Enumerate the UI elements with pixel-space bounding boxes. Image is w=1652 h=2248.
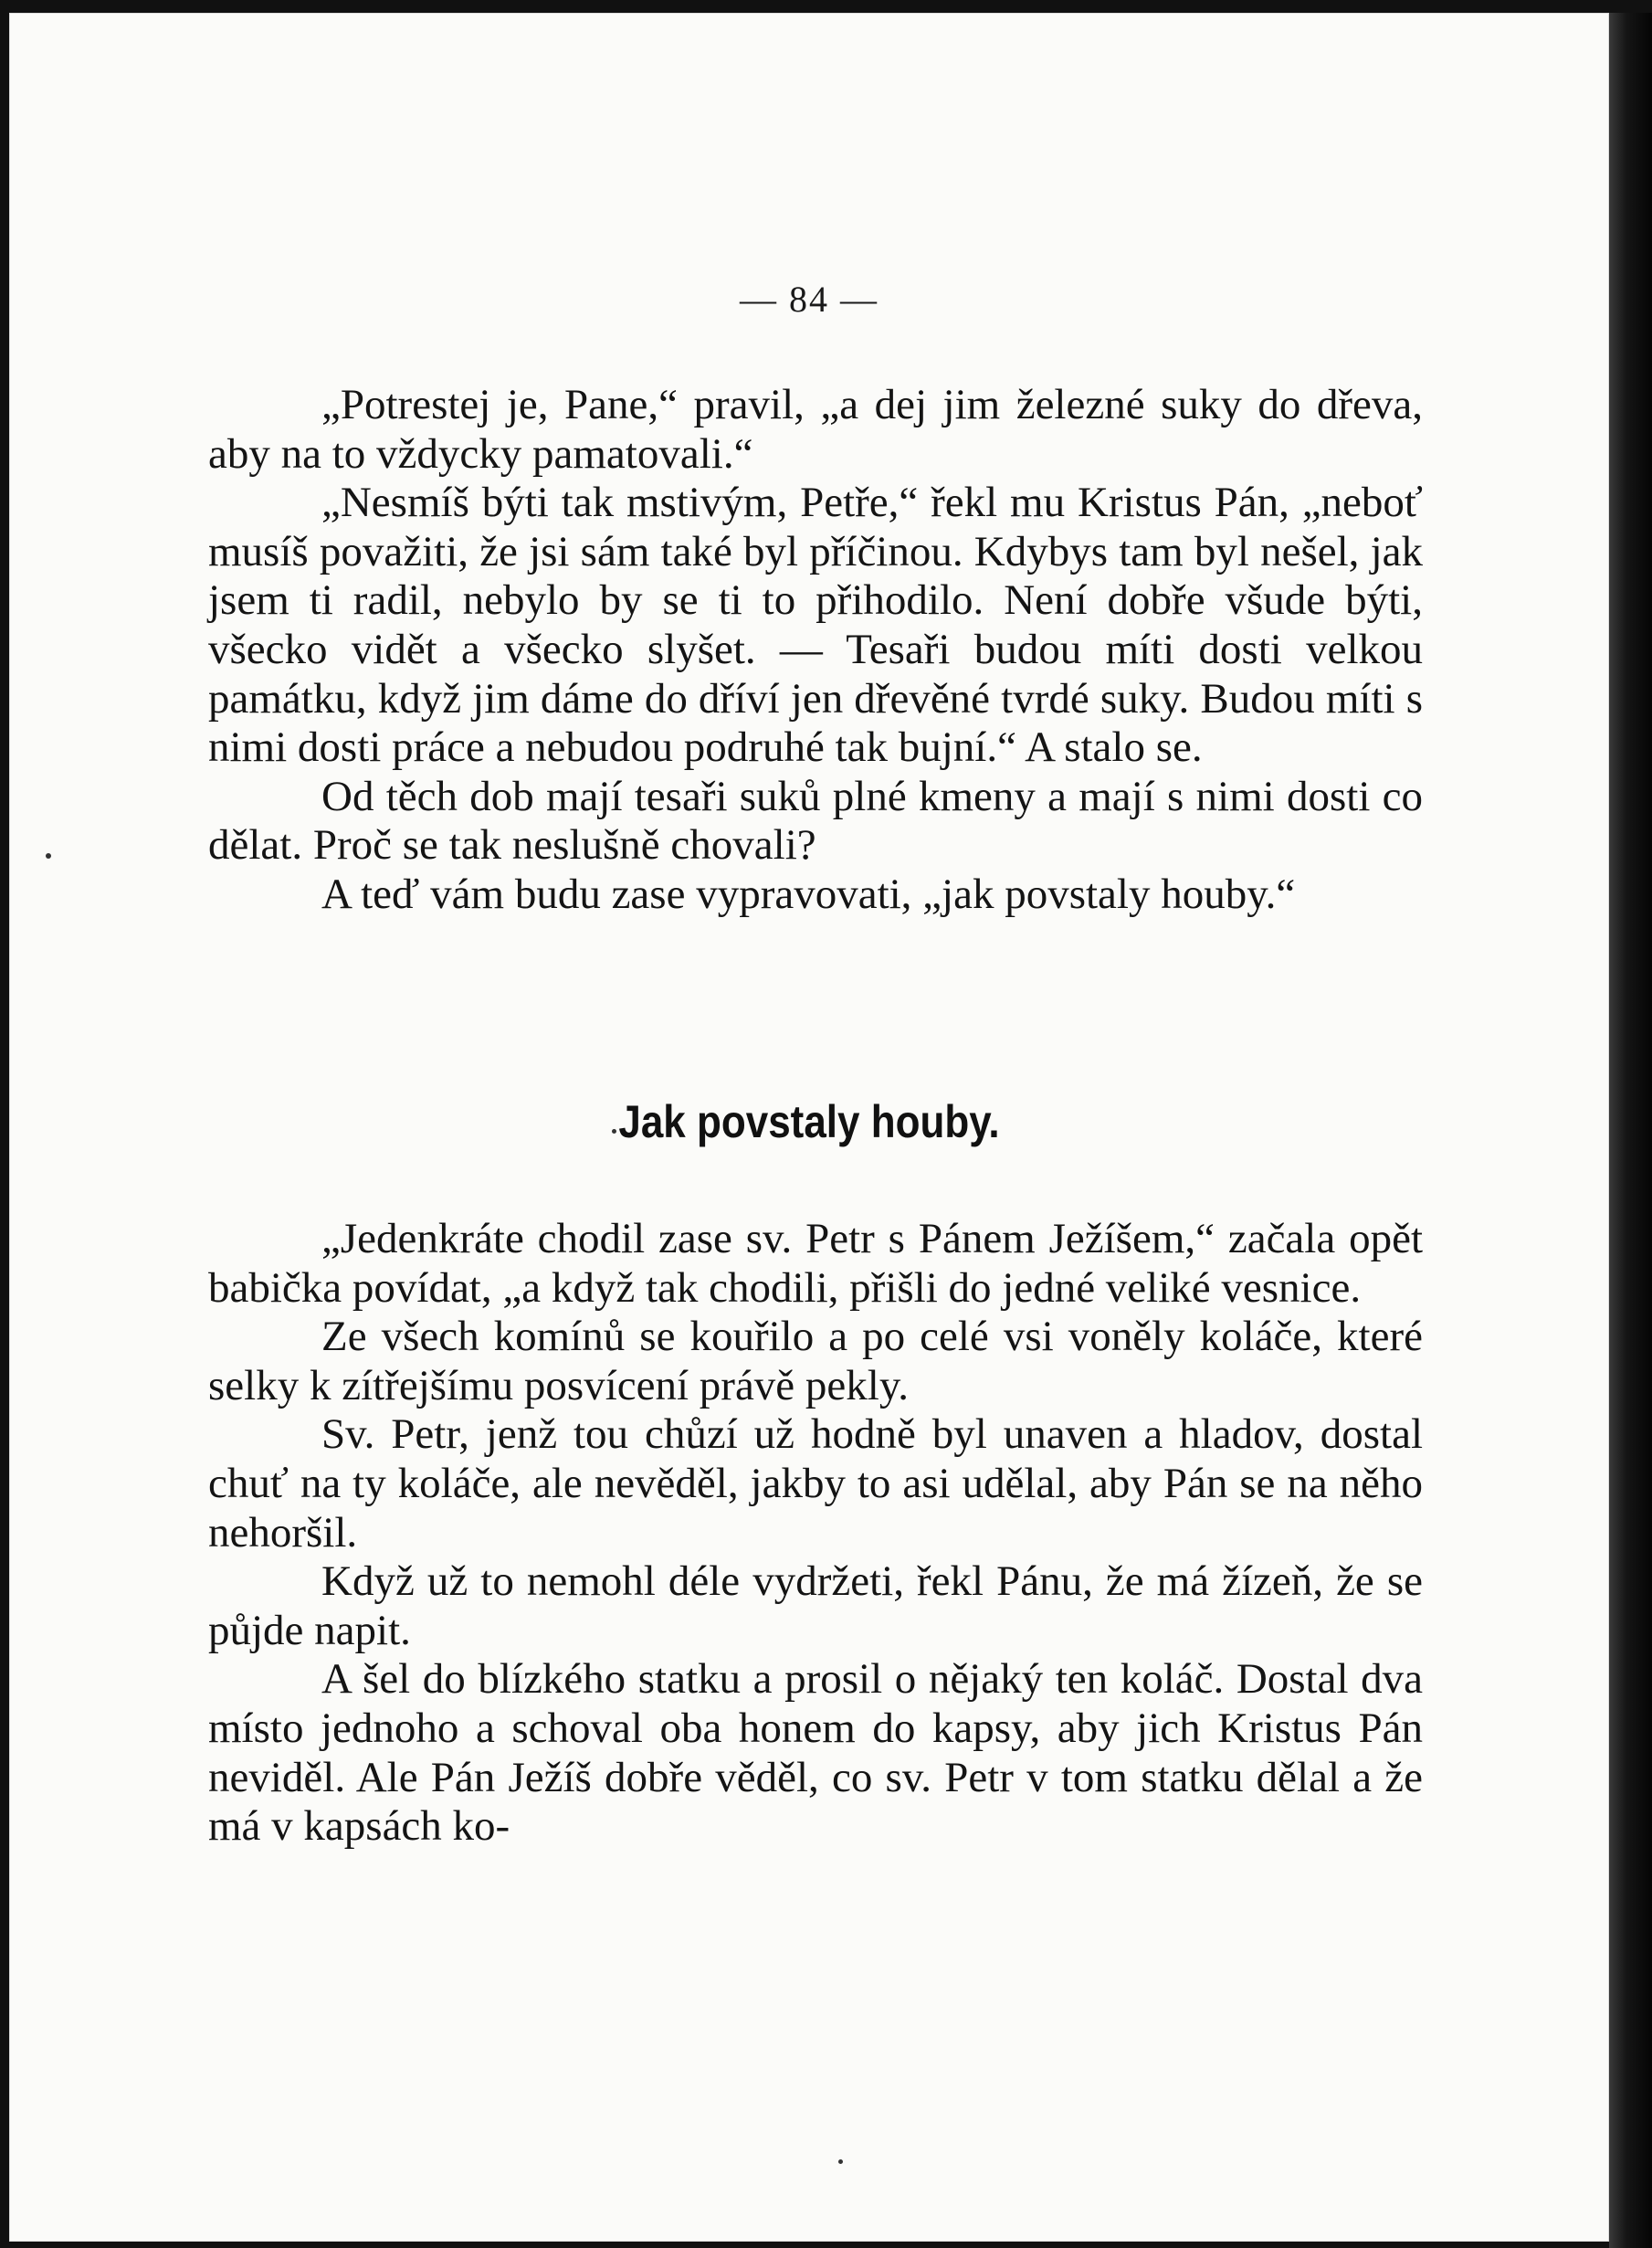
paragraph: „Potrestej je, Pane,“ pravil, „a dej jim železné suky do dřeva, aby na to vždycky pamatovali.“ [208,381,1423,478]
book-page [9,13,1609,2242]
paragraph: A teď vám budu zase vypravovati, „jak povstaly houby.“ [321,870,1296,918]
scan-speck [838,2159,843,2164]
paragraph: Ze všech komínů se kouřilo a po celé vsi voněly koláče, které selky k zítřejšímu posvícení právě pekly. [208,1313,1423,1409]
text-block-after-heading [208,1215,1423,1852]
page-edge-shadow [1609,13,1652,2248]
text-block-before-heading [208,381,1423,920]
paragraph: Od těch dob mají tesaři suků plné kmeny a mají s nimi dosti co dělat. Proč se tak neslušně chovali? [208,772,1423,870]
chapter-heading: Jak povstaly houby. [618,1096,1000,1147]
paragraph: A šel do blízkého statku a prosil o nějaký ten koláč. Dostal dva místo jednoho a schoval oba honem do kapsy, aby jich Kristus Pán neviděl. Ale Pán Ježíš dobře věděl, co sv. Petr v tom statku dělal a že má v kapsách ko- [208,1655,1423,1851]
paragraph: „Nesmíš býti tak mstivým, Petře,“ řekl mu Kristus Pán, „neboť musíš považiti, že jsi sám také byl příčinou. Kdybys tam byl nešel, jak jsem ti radil, nebylo by se ti to přihodilo. Není dobře všude býti, všecko vidět a všecko slyšet. — Tesaři budou míti dosti velkou památku, když jim dáme do dříví jen dřevěné tvrdé suky. Budou míti s nimi dosti práce a nebudou podruhé tak bujní.“ A stalo se. [208,479,1423,772]
paragraph: „Jedenkráte chodil zase sv. Petr s Pánem Ježíšem,“ začala opět babička povídat, „a když tak chodili, přišli do jedné veliké vesnice. [208,1215,1423,1312]
paragraph: Když už to nemohl déle vydržeti, řekl Pánu, že má žízeň, že se půjde napit. [208,1557,1423,1654]
page-number: — 84 — [740,279,879,320]
scan-speck [46,853,51,859]
paragraph: Sv. Petr, jenž tou chůzí už hodně byl unaven a hladov, dostal chuť na ty koláče, ale nevěděl, jakby to asi udělal, aby Pán se na něho nehoršil. [208,1410,1423,1557]
scan-speck [612,1129,616,1134]
